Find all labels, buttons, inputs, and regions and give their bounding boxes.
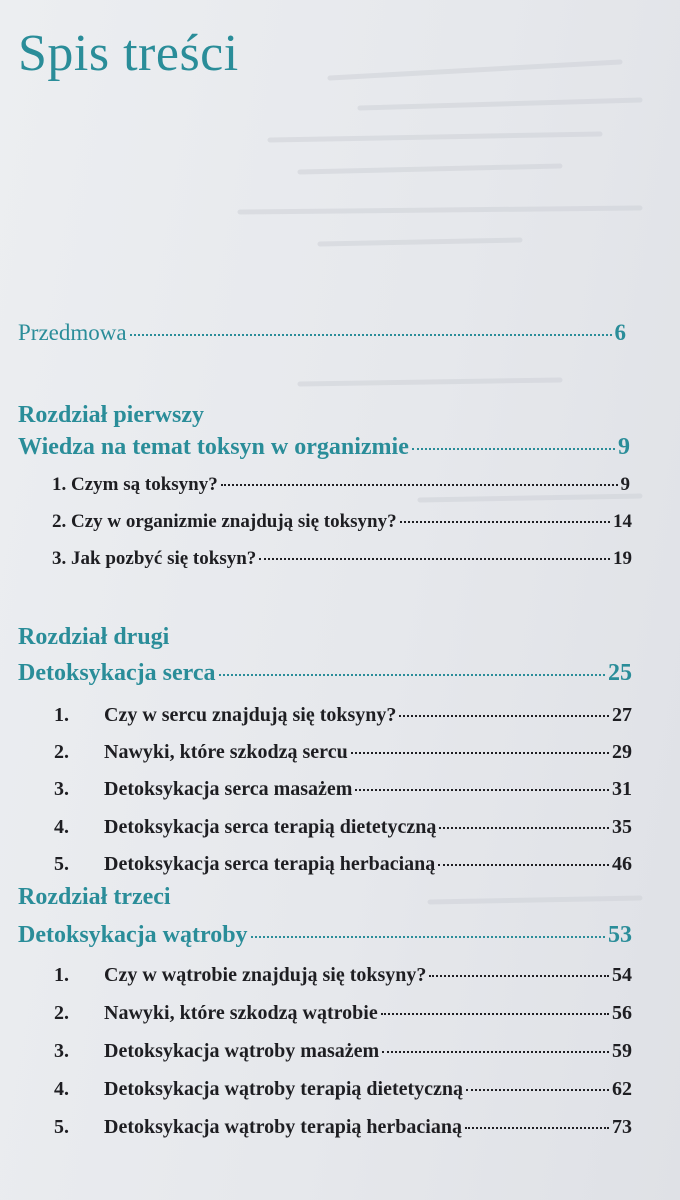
dot-leader (439, 827, 609, 829)
entry-label: Detoksykacja wątroby masażem (104, 1040, 380, 1062)
entry-page: 62 (612, 1078, 632, 1100)
entry-page: 14 (613, 511, 632, 532)
entry-label: Czy w organizmie znajdują się toksyny? (71, 511, 397, 532)
toc-entry[interactable] (54, 816, 632, 839)
chapter-1-heading: Rozdział pierwszy (18, 402, 204, 428)
entry-label: Detoksykacja wątroby terapią dietetyczną (104, 1078, 464, 1100)
toc-entry-chapter-3[interactable] (18, 922, 632, 949)
toc-entry[interactable] (54, 704, 632, 727)
dot-leader (429, 975, 609, 977)
entry-number: 5. (54, 853, 69, 875)
toc-entry[interactable] (54, 964, 632, 987)
entry-number: 1. (52, 474, 67, 495)
toc-entry-preface[interactable] (18, 320, 626, 346)
dot-leader (438, 864, 609, 866)
dot-leader (381, 1013, 609, 1015)
dot-leader (355, 789, 609, 791)
entry-page: 53 (608, 922, 632, 948)
dot-leader (465, 1127, 609, 1129)
entry-page: 31 (612, 778, 632, 800)
toc-entry[interactable] (54, 1116, 632, 1139)
entry-number: 5. (54, 1116, 69, 1138)
entry-page: 29 (612, 741, 632, 763)
entry-page: 35 (612, 816, 632, 838)
toc-entry[interactable] (52, 548, 632, 570)
entry-number: 4. (54, 1078, 69, 1100)
entry-page: 9 (618, 434, 630, 460)
entry-label: Detoksykacja serca (18, 660, 216, 686)
entry-label: Wiedza na temat toksyn w organizmie (18, 434, 409, 460)
entry-number: 1. (54, 704, 69, 726)
entry-number: 1. (54, 964, 69, 986)
page-title: Spis treści (18, 25, 239, 82)
dot-leader (259, 558, 610, 560)
entry-label: Detoksykacja serca terapią dietetyczną (104, 816, 437, 838)
dot-leader (219, 674, 605, 676)
entry-label: Przedmowa (18, 320, 127, 345)
entry-number: 3. (54, 778, 69, 800)
entry-number: 3. (54, 1040, 69, 1062)
entry-number: 2. (54, 741, 69, 763)
chapter-3-heading: Rozdział trzeci (18, 884, 171, 910)
toc-entry[interactable] (54, 1002, 632, 1025)
entry-page: 6 (614, 320, 626, 345)
entry-number: 3. (52, 548, 67, 569)
toc-entry-chapter-2[interactable] (18, 660, 632, 687)
entry-label: Nawyki, które szkodzą sercu (104, 741, 348, 763)
dot-leader (400, 521, 610, 523)
entry-number: 2. (52, 511, 67, 532)
entry-number: 2. (54, 1002, 69, 1024)
entry-page: 19 (613, 548, 632, 569)
dot-leader (466, 1089, 609, 1091)
entry-label: Czy w wątrobie znajdują się toksyny? (104, 964, 427, 986)
entry-page: 25 (608, 660, 632, 686)
toc-entry[interactable] (54, 853, 632, 876)
toc-entry-chapter-1[interactable] (18, 434, 630, 461)
entry-label: Detoksykacja wątroby (18, 922, 248, 948)
toc-entry[interactable] (52, 511, 632, 533)
toc-entry[interactable] (54, 741, 632, 764)
entry-page: 73 (612, 1116, 632, 1138)
dot-leader (351, 752, 609, 754)
entry-label: Czy w sercu znajdują się toksyny? (104, 704, 397, 726)
entry-label: Detoksykacja wątroby terapią herbacianą (104, 1116, 462, 1138)
entry-label: Detoksykacja serca terapią herbacianą (104, 853, 436, 875)
dot-leader (382, 1051, 609, 1053)
entry-page: 54 (612, 964, 632, 986)
dot-leader (399, 715, 609, 717)
entry-label: Nawyki, które szkodzą wątrobie (104, 1002, 378, 1024)
entry-page: 9 (620, 474, 630, 495)
dot-leader (251, 936, 605, 938)
entry-page: 46 (612, 853, 632, 875)
dot-leader (221, 484, 618, 486)
entry-page: 59 (612, 1040, 632, 1062)
chapter-2-heading: Rozdział drugi (18, 624, 170, 650)
entry-label: Jak pozbyć się toksyn? (71, 548, 257, 569)
entry-page: 56 (612, 1002, 632, 1024)
toc-entry[interactable] (54, 1040, 632, 1063)
dot-leader (412, 448, 615, 450)
entry-label: Czym są toksyny? (71, 474, 218, 495)
entry-number: 4. (54, 816, 69, 838)
dot-leader (130, 334, 612, 336)
entry-label: Detoksykacja serca masażem (104, 778, 353, 800)
toc-entry[interactable] (52, 474, 630, 496)
entry-page: 27 (612, 704, 632, 726)
toc-entry[interactable] (54, 1078, 632, 1101)
toc-entry[interactable] (54, 778, 632, 801)
